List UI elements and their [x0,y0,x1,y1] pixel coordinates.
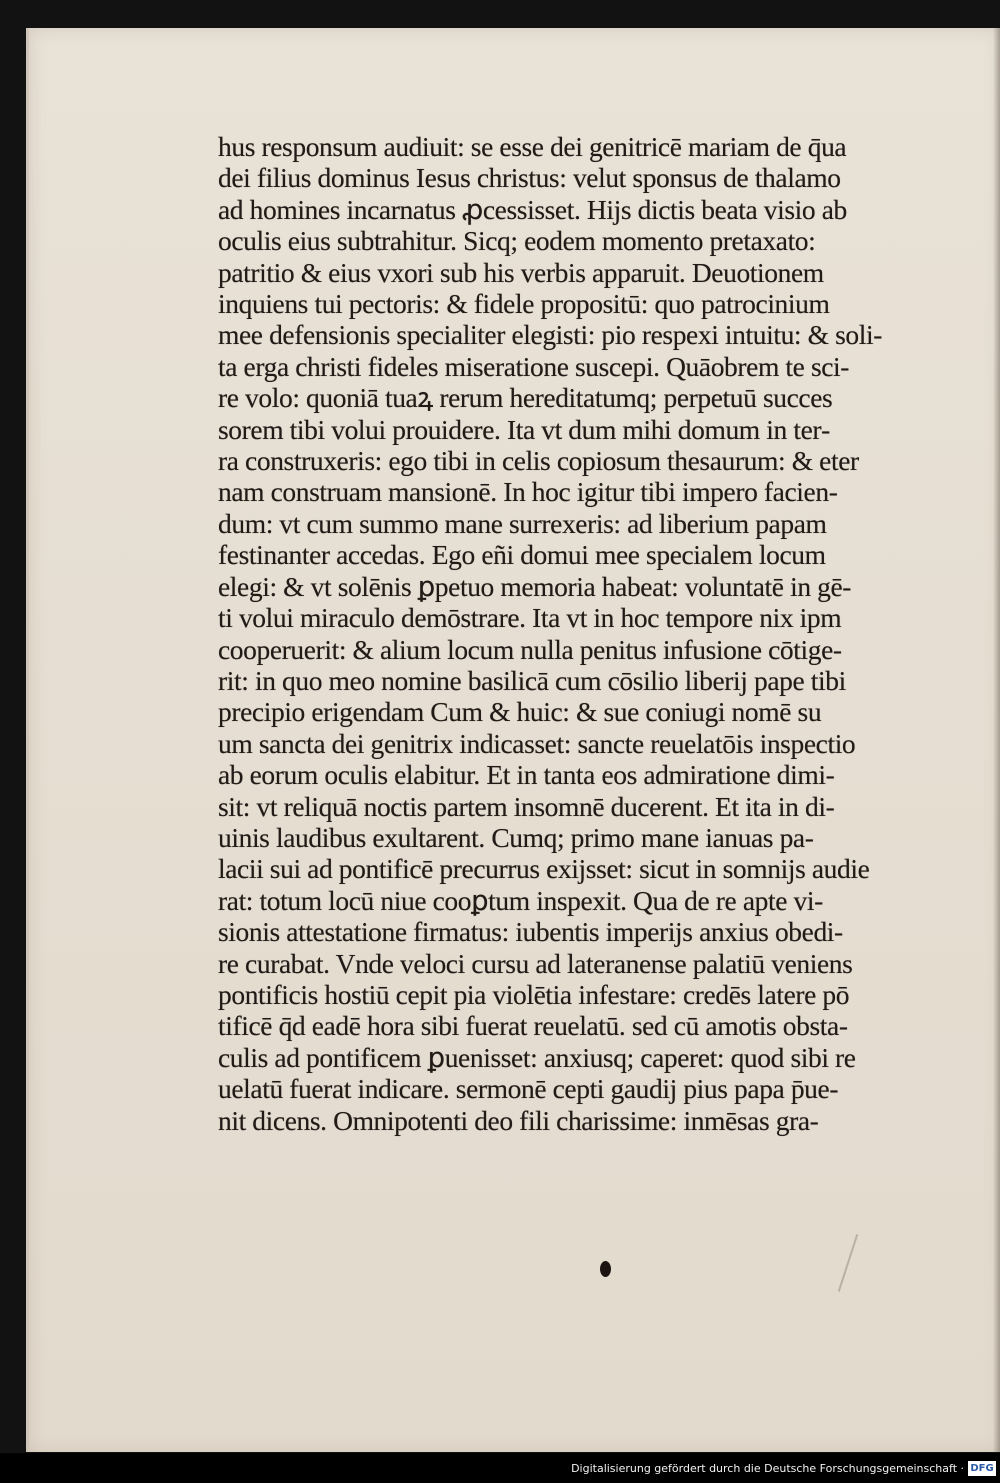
text-line: rat: totum locū niue cooꝑtum inspexit. Qua de re apte vi‑ [218,884,823,916]
text-line: elegi: & vt solēnis ꝑpetuo memoria habeat: voluntatē in gē‑ [218,570,852,602]
text-line: ab eorum oculis elabitur. Et in tanta eos admiratione dimi‑ [218,759,835,791]
ink-blot [600,1261,611,1277]
text-line: ta erga christi fideles miseratione suscepi. Quāobrem te sci‑ [218,350,850,382]
text-line: ad homines incarnatus ꝓcessisset. Hijs dictis beata visio ab [218,193,847,225]
text-line: uelatū fuerat indicare. sermonē cepti gaudij pius papa p̄ue‑ [218,1073,839,1105]
text-line: ti volui miraculo demōstrare. Ita vt in hoc tempore nix ipm [218,602,842,634]
dfg-logo: DFG [968,1461,996,1476]
text-line: tificē q̄d eadē hora sibi fuerat reuelatū. sed cū amotis obsta‑ [218,1010,848,1042]
text-line: dei filius dominus Iesus christus: velut sponsus de thalamo [218,162,841,194]
printed-text-block [218,131,898,1136]
text-line: rit: in quo meo nomine basilicā cum cōsilio liberij pape tibi [218,664,846,696]
text-line: pontificis hostiū cepit pia violētia infestare: credēs latere pō [218,978,850,1010]
text-line: hus responsum audiuit: se esse dei genitricē mariam de q̄ua [218,131,847,162]
text-line: lacii sui ad pontificē precurrus exijsset: sicut in somnijs audie [218,853,870,885]
text-line: oculis eius subtrahitur. Sicq; eodem momento pretaxato: [218,225,816,257]
text-line: sionis attestatione firmatus: iubentis imperijs anxius obedi‑ [218,916,843,948]
text-line: festinanter accedas. Ego eñi domui mee specialem locum [218,539,826,571]
text-line: re volo: quoniā tuaꝝ rerum hereditatumq; perpetuū succes [218,382,833,414]
text-line: culis ad pontificem ꝑuenisset: anxiusq; caperet: quod sibi re [218,1041,856,1073]
text-line: nam construam mansionē. In hoc igitur tibi impero facien‑ [218,476,838,508]
text-line: mee defensionis specialiter elegisti: pio respexi intuitu: & soli‑ [218,319,883,351]
text-line: patritio & eius vxori sub his verbis apparuit. Deuotionem [218,256,824,288]
text-line: cooperuerit: & alium locum nulla penitus infusione cōtige‑ [218,633,842,665]
margin-stray-mark [838,1234,858,1292]
text-line: dum: vt cum summo mane surrexeris: ad liberium papam [218,507,827,539]
text-line: um sancta dei genitrix indicasset: sancte reuelatōis inspectio [218,727,856,759]
text-line: uinis laudibus exultarent. Cumq; primo mane ianuas pa‑ [218,821,814,853]
text-line: precipio erigendam Cum & huic: & sue coniugi nomē su [218,696,822,728]
text-line: inquiens tui pectoris: & fidele propositū: quo patrocinium [218,288,830,320]
text-line: sit: vt reliquā noctis partem insomnē ducerent. Et ita in di‑ [218,790,835,822]
text-line: sorem tibi volui prouidere. Ita vt dum mihi domum in ter‑ [218,413,830,445]
text-line: ra construxeris: ego tibi in celis copiosum thesaurum: & eter [218,445,859,477]
text-line: nit dicens. Omnipotenti deo fili charissime: inmēsas gra‑ [218,1104,819,1136]
funding-credit: Digitalisierung gefördert durch die Deutsche Forschungsgemeinschaft · [571,1462,964,1475]
text-line: re curabat. Vnde veloci cursu ad lateranense palatiū veniens [218,947,853,979]
